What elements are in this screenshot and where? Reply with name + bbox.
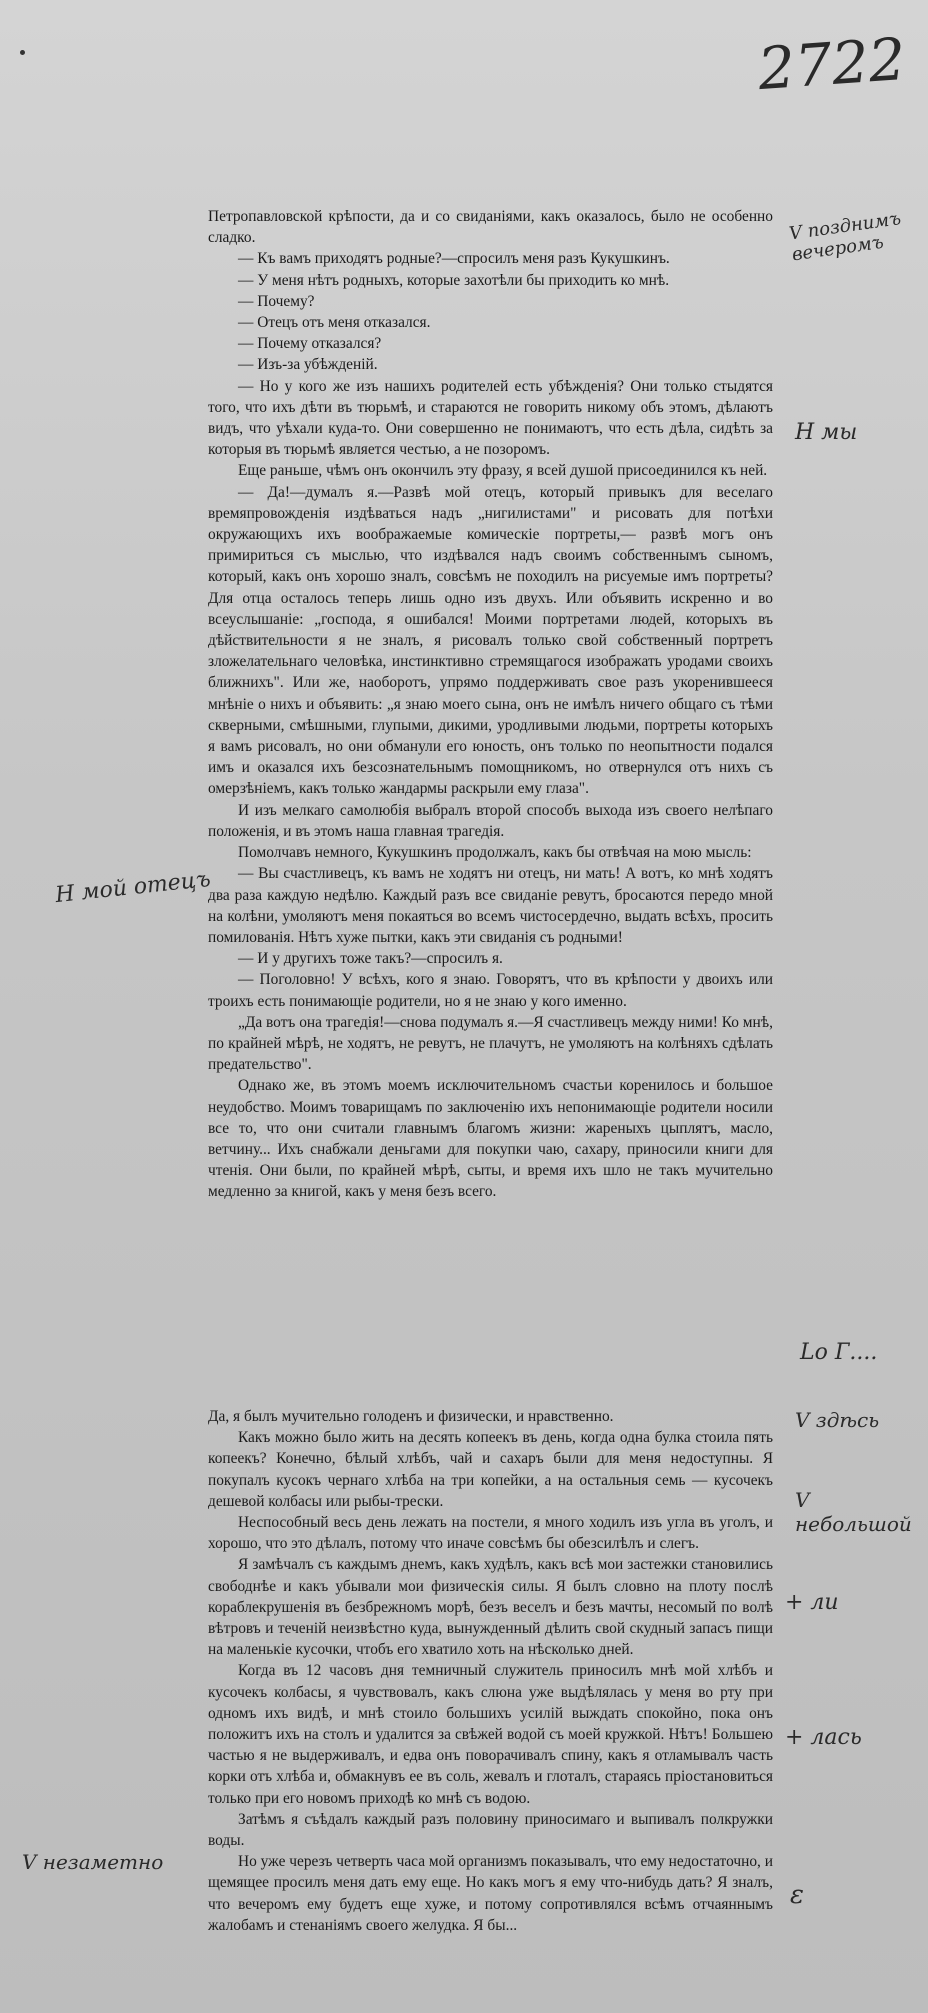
text-block-top [208, 206, 773, 1203]
paragraph: Петропавловской крѣпости, да и со свиданіями, какъ оказалось, было не особенно сладко. [208, 208, 773, 247]
paragraph: — Къ вамъ приходятъ родные?—спросилъ меня разъ Кукушкинъ. [238, 250, 670, 268]
paragraph: — Изъ-за убѣжденій. [238, 356, 378, 374]
margin-note: V небольшой [795, 1488, 912, 1536]
paragraph: Я замѣчалъ съ каждымъ днемъ, какъ худѣлъ, какъ всѣ мои застежки становились свободнѣе и какъ убывали мои физическія силы. Я былъ словно на плоту послѣ кораблекрушенія въ безбрежномъ морѣ, безъ веселъ и безъ мачты, несомый по волѣ вѣтровъ и теченій неизвѣстно куда, вынужденный дѣлить свой скудный запасъ пищи на маленькіе кусочки, чтобъ его хватило хоть на нѣсколько дней. [208, 1556, 773, 1659]
paragraph: Помолчавъ немного, Кукушкинъ продолжалъ, какъ бы отвѣчая на мою мысль: [238, 844, 752, 862]
margin-note: + лась [785, 1725, 862, 1750]
paragraph: Да, я былъ мучительно голоденъ и физически, и нравственно. [208, 1408, 614, 1425]
paragraph: — Поголовно! У всѣхъ, кого я знаю. Говорятъ, что въ крѣпости у двоихъ или троихъ есть понимающіе родители, но я не знаю у кого именно. [208, 971, 773, 1010]
scan-speck [20, 50, 25, 55]
paragraph: — И у другихъ тоже такъ?—спросилъ я. [238, 950, 503, 968]
margin-note: H мой отецъ [54, 866, 212, 909]
paragraph: Однако же, въ этомъ моемъ исключительномъ счастьи коренилось и большое неудобство. Моимъ товарищамъ по заключенію ихъ непонимающіе родители носили все то, что они считали главнымъ благомъ жизни: жареныхъ цыплятъ, масло, ветчину... Ихъ снабжали деньгами для покупки чаю, сахару, приносили книги для чтенія. Они были, по крайней мѣрѣ, сыты, и время ихъ шло не такъ мучительно медленно за книгой, какъ у меня безъ всего. [208, 1077, 773, 1201]
paragraph: — Вы счастливецъ, къ вамъ не ходятъ ни отецъ, ни мать! А вотъ, ко мнѣ ходятъ два раза каждую недѣлю. Каждый разъ все свиданіе ревутъ, бросаются передо мной на колѣни, умоляютъ меня покаяться во всемъ чистосердечно, выдать всѣхъ, просить помилованія. Нѣтъ хуже пытки, какъ эти свиданія съ родными! [208, 865, 773, 946]
paragraph: Еще раньше, чѣмъ онъ окончилъ эту фразу, я всей душой присоединился къ ней. [238, 462, 768, 480]
paragraph: — Почему отказался? [238, 335, 382, 353]
page-number: 2722 [756, 24, 909, 104]
paragraph: Затѣмъ я съѣдалъ каждый разъ половину приносимаго и выпивалъ полкружки воды. [208, 1810, 773, 1850]
paragraph: — Но у кого же изъ нашихъ родителей есть убѣжденія? Они только стыдятся того, что ихъ дѣти въ тюрьмѣ, и стараются не говорить никому объ этомъ, дѣлаютъ видъ, что уѣхали куда-то. Они совершенно не понимаютъ, что есть дѣла, сидѣть за которыя въ тюрьмѣ является честью, а не позоромъ. [208, 377, 773, 459]
margin-note: Lo Г.... [800, 1340, 878, 1365]
paragraph: Неспособный весь день лежать на постели, я много ходилъ изъ угла въ уголъ, и хорошо, что это дѣлалъ, потому что иначе совсѣмъ бы обезсилѣлъ и слегъ. [208, 1514, 773, 1553]
margin-note: V незаметно [22, 1850, 164, 1874]
margin-note: H мы [795, 420, 858, 445]
margin-note: V здѣсь [795, 1408, 880, 1432]
paragraph: — Почему? [238, 292, 315, 310]
paragraph: Когда въ 12 часовъ дня темничный служитель приносилъ мнѣ мой хлѣбъ и кусочекъ колбасы, я чувствовалъ, какъ слюна уже выдѣлялась у меня во рту при одномъ ихъ видѣ, и мнѣ стоило большихъ усилій выждать спокойно, пока онъ положитъ ихъ на столъ и удалится за свѣжей водой съ моей кружкой. Нѣтъ! Большею частью я не выдерживалъ, и едва онъ поворачивалъ спину, какъ я отламывалъ часть корки отъ хлѣба и, обмакнувъ ее въ соль, жевалъ и глоталъ, стараясь пріостановиться только при его новомъ приходѣ ко мнѣ съ водою. [208, 1662, 773, 1807]
text-block-bottom [208, 1406, 773, 1936]
paragraph: — Отецъ отъ меня отказался. [238, 314, 431, 332]
paragraph: „Да вотъ она трагедія!—снова подумалъ я.—Я счастливецъ между ними! Ко мнѣ, по крайней мѣрѣ, не ходятъ, не ревутъ, не плачутъ, не умоляютъ на колѣняхъ сдѣлать предательство". [208, 1013, 773, 1074]
margin-note: V позднимъ вечеромъ [787, 208, 903, 266]
margin-note: + ли [785, 1590, 839, 1615]
paragraph: Но уже черезъ четверть часа мой организмъ показывалъ, что ему недостаточно, и щемящее просилъ меня дать ему еще. Но какъ могъ я ему что-нибудь дать? Я зналъ, что вечеромъ ему будетъ еще хуже, и потому сопротивлялся всѣмъ отчаяннымъ жалобамъ и стенаніямъ своего желудка. Я бы... [208, 1853, 773, 1934]
paragraph: — Да!—думалъ я.—Развѣ мой отецъ, который привыкъ для веселаго времяпровожденія издѣваться надъ „нигилистами" и рисовать для потѣхи окружающихъ ихъ воображаемые комическіе портреты,— развѣ могъ онъ примириться съ мыслью, что издѣвался надъ своимъ собственнымъ сыномъ, который, какъ онъ хорошо зналъ, совсѣмъ не походилъ на рисуемые имъ портреты? Для отца осталось теперь лишь одно изъ двухъ. Или объявить искренно и во всеуслышаніе: „господа, я ошибался! Моими портретами людей, которыхъ въ дѣйствительности я не зналъ, я рисовалъ только свой собственный портретъ зложелательнаго человѣка, инстинктивно стремящагося изображать уродами своихъ ближнихъ". Или же, наоборотъ, упрямо поддерживать свое разъ укоренившееся мнѣніе о нихъ и объявить: „я знаю моего сына, онъ не имѣлъ ничего общаго съ тѣми скверными, смѣшными, глупыми, дикими, уродливыми людьми, портреты которыхъ я вамъ рисовалъ, но они обманули его юность, онъ только по неопытности подался имъ и оказался ихъ безсознательнымъ помощникомъ, но отвернулся отъ нихъ съ омерзѣніемъ, какъ только жандармы раскрыли ему глаза". [208, 483, 773, 798]
paragraph: И изъ мелкаго самолюбія выбралъ второй способъ выхода изъ своего нелѣпаго положенія, и въ этомъ наша главная трагедія. [208, 801, 773, 840]
margin-note: ε [790, 1880, 804, 1910]
paragraph: Какъ можно было жить на десять копеекъ въ день, когда одна булка стоила пять копеекъ? Конечно, бѣлый хлѣбъ, чай и сахаръ были для меня недоступны. Я покупалъ кусокъ чернаго хлѣба на три копейки, а на остальныя семь — кусочекъ дешевой колбасы или рыбы-трески. [208, 1429, 773, 1510]
paragraph: — У меня нѣтъ родныхъ, которые захотѣли бы приходить ко мнѣ. [238, 271, 670, 289]
